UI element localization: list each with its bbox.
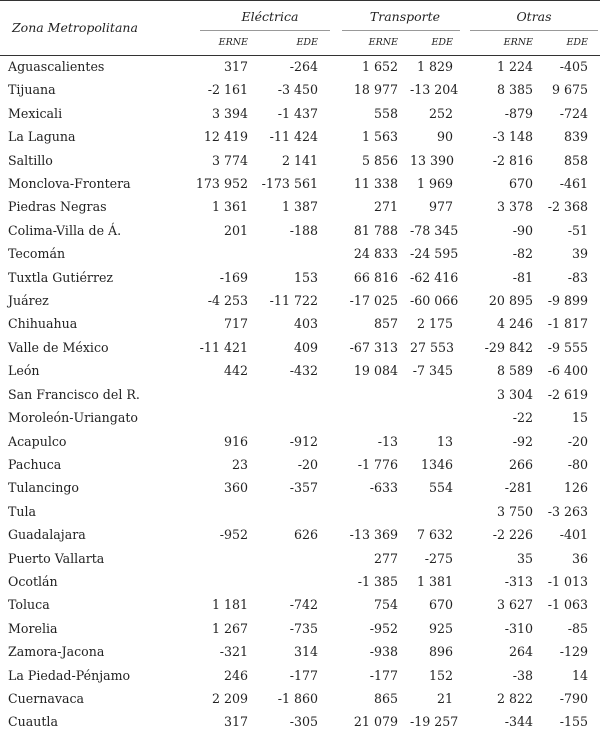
otras-erne-cell: -38 xyxy=(512,667,533,683)
zone-name-cell: Tulancingo xyxy=(8,480,79,496)
otras-erne-cell: -22 xyxy=(512,410,533,426)
otras-erne-cell: -313 xyxy=(504,573,533,589)
group-header-electrica: Eléctrica xyxy=(241,9,299,24)
otras-ede-cell: -20 xyxy=(567,433,588,449)
zone-name-cell: Colima-Villa de Á. xyxy=(8,222,122,238)
zone-name-cell: Moroleón-Uriangato xyxy=(8,410,139,426)
transporte-erne-cell: -177 xyxy=(369,667,398,683)
table-row xyxy=(0,336,600,359)
otras-ede-cell: -9 899 xyxy=(547,293,588,309)
zone-name-cell: Piedras Negras xyxy=(8,199,107,215)
table-row xyxy=(0,242,600,265)
otras-erne-cell: 8 385 xyxy=(496,82,533,98)
table-row xyxy=(0,570,600,593)
otras-ede-cell: -83 xyxy=(567,269,588,285)
transporte-ede-cell xyxy=(410,500,465,523)
table-row xyxy=(0,547,600,570)
table-row xyxy=(0,593,600,616)
transporte-erne-cell: 11 338 xyxy=(353,176,398,192)
electrica-ede-cell xyxy=(260,570,330,593)
electrica-ede-cell: -177 xyxy=(289,667,318,683)
electrica-ede-cell: -1 860 xyxy=(277,690,318,706)
electrica-erne-cell: 173 952 xyxy=(195,176,248,192)
transporte-ede-cell: -78 345 xyxy=(410,222,459,238)
group-underline-otras xyxy=(470,30,598,31)
otras-erne-cell: -281 xyxy=(504,480,533,496)
electrica-erne-cell xyxy=(180,570,260,593)
otras-erne-cell: 35 xyxy=(516,550,533,566)
electrica-ede-cell: -3 450 xyxy=(277,82,318,98)
transporte-ede-cell xyxy=(410,383,465,406)
transporte-erne-cell: 558 xyxy=(373,105,398,121)
zone-name-cell: León xyxy=(8,363,40,379)
electrica-erne-cell: -4 253 xyxy=(207,293,248,309)
electrica-ede-cell xyxy=(260,242,330,265)
transporte-ede-cell: 554 xyxy=(428,480,453,496)
table-row xyxy=(0,266,600,289)
transporte-ede-cell: 152 xyxy=(428,667,453,683)
zone-name-cell: Valle de México xyxy=(8,339,109,355)
transporte-ede-cell: -19 257 xyxy=(410,714,459,730)
electrica-erne-cell xyxy=(180,406,260,429)
zone-name-cell: Monclova-Frontera xyxy=(8,176,131,192)
zone-name-cell: Tijuana xyxy=(8,82,56,98)
electrica-erne-cell: 2 209 xyxy=(211,690,248,706)
otras-erne-cell: 670 xyxy=(508,176,533,192)
transporte-erne-cell: -17 025 xyxy=(349,293,398,309)
otras-ede-cell: -129 xyxy=(559,644,588,660)
transporte-ede-cell: 7 632 xyxy=(416,527,453,543)
table-row xyxy=(0,289,600,312)
zone-name-cell: La Piedad-Pénjamo xyxy=(8,667,131,683)
electrica-ede-cell: -11 424 xyxy=(269,129,318,145)
transporte-erne-cell: -1 776 xyxy=(357,456,398,472)
table-row xyxy=(0,219,600,242)
electrica-erne-cell xyxy=(180,242,260,265)
group-underline-electrica xyxy=(200,30,330,31)
zone-name-cell: San Francisco del R. xyxy=(8,386,140,402)
subheader-ede-otras: EDE xyxy=(566,37,588,48)
transporte-erne-cell: -633 xyxy=(369,480,398,496)
otras-ede-cell: 15 xyxy=(571,410,588,426)
otras-erne-cell: 1 224 xyxy=(496,59,533,74)
transporte-erne-cell: 754 xyxy=(373,597,398,613)
table-body xyxy=(0,55,600,734)
transporte-ede-cell: 1 969 xyxy=(416,176,453,192)
zone-name-cell: Guadalajara xyxy=(8,527,86,543)
electrica-ede-cell xyxy=(260,383,330,406)
transporte-ede-cell: -13 204 xyxy=(410,82,459,98)
transporte-erne-cell xyxy=(330,406,410,429)
transporte-ede-cell: -24 595 xyxy=(410,246,459,262)
otras-ede-cell: 36 xyxy=(571,550,588,566)
transporte-erne-cell: -952 xyxy=(369,620,398,636)
electrica-ede-cell: -357 xyxy=(289,480,318,496)
zone-name-cell: Puerto Vallarta xyxy=(8,550,105,566)
electrica-ede-cell: -735 xyxy=(289,620,318,636)
transporte-ede-cell: 21 xyxy=(436,690,453,706)
transporte-erne-cell: 271 xyxy=(373,199,398,215)
subheader-ede-transporte: EDE xyxy=(431,37,453,48)
table-row xyxy=(0,664,600,687)
electrica-ede-cell: -912 xyxy=(289,433,318,449)
electrica-ede-cell: -432 xyxy=(289,363,318,379)
transporte-erne-cell: 21 079 xyxy=(353,714,398,730)
electrica-erne-cell: 1 181 xyxy=(211,597,248,613)
transporte-ede-cell: 252 xyxy=(428,105,453,121)
electrica-erne-cell: 3 394 xyxy=(211,105,248,121)
table-row xyxy=(0,640,600,663)
transporte-ede-cell: -7 345 xyxy=(412,363,453,379)
zone-name-cell: Cuautla xyxy=(8,714,58,730)
transporte-erne-cell: 865 xyxy=(373,690,398,706)
electrica-ede-cell: 403 xyxy=(293,316,318,332)
transporte-ede-cell: 925 xyxy=(428,620,453,636)
electrica-erne-cell: 201 xyxy=(223,222,248,238)
zone-name-cell: La Laguna xyxy=(8,129,76,145)
transporte-erne-cell: 24 833 xyxy=(353,246,398,262)
electrica-ede-cell: 409 xyxy=(293,339,318,355)
otras-erne-cell: 3 378 xyxy=(496,199,533,215)
electrica-ede-cell: 314 xyxy=(293,644,318,660)
table-row xyxy=(0,523,600,546)
electrica-erne-cell: 3 774 xyxy=(211,152,248,168)
electrica-erne-cell: 317 xyxy=(223,714,248,730)
electrica-ede-cell: -11 722 xyxy=(269,293,318,309)
otras-erne-cell: -879 xyxy=(504,105,533,121)
otras-erne-cell: -92 xyxy=(512,433,533,449)
transporte-erne-cell: 857 xyxy=(373,316,398,332)
group-header-otras: Otras xyxy=(516,9,552,24)
table-row xyxy=(0,172,600,195)
zone-name-cell: Acapulco xyxy=(8,433,67,449)
table-row xyxy=(0,617,600,640)
electrica-erne-cell: 246 xyxy=(223,667,248,683)
otras-ede-cell: 126 xyxy=(563,480,588,496)
table-row xyxy=(0,55,600,78)
table-row xyxy=(0,383,600,406)
electrica-erne-cell: 317 xyxy=(223,59,248,74)
transporte-erne-cell: -13 xyxy=(377,433,398,449)
electrica-ede-cell: -20 xyxy=(297,456,318,472)
table-row xyxy=(0,687,600,710)
transporte-erne-cell: -1 385 xyxy=(357,573,398,589)
data-table xyxy=(0,55,600,734)
otras-ede-cell: -85 xyxy=(567,620,588,636)
transporte-ede-cell: 1 829 xyxy=(416,59,453,74)
electrica-erne-cell: -11 421 xyxy=(199,339,248,355)
otras-ede-cell: -6 400 xyxy=(547,363,588,379)
table-row xyxy=(0,125,600,148)
electrica-erne-cell: 916 xyxy=(223,433,248,449)
zone-name-cell: Toluca xyxy=(8,597,50,613)
electrica-erne-cell xyxy=(180,500,260,523)
table-row xyxy=(0,195,600,218)
zone-name-cell: Ocotlán xyxy=(8,573,58,589)
otras-erne-cell: -81 xyxy=(512,269,533,285)
transporte-ede-cell: -275 xyxy=(424,550,453,566)
electrica-erne-cell: 23 xyxy=(231,456,248,472)
electrica-erne-cell: -169 xyxy=(219,269,248,285)
zone-name-cell: Tecomán xyxy=(8,246,66,262)
otras-ede-cell: -1 817 xyxy=(547,316,588,332)
otras-ede-cell: -80 xyxy=(567,456,588,472)
electrica-ede-cell: -742 xyxy=(289,597,318,613)
otras-ede-cell: -405 xyxy=(559,59,588,74)
electrica-ede-cell xyxy=(260,500,330,523)
transporte-ede-cell xyxy=(410,406,465,429)
electrica-ede-cell: 1 387 xyxy=(281,199,318,215)
transporte-erne-cell: 277 xyxy=(373,550,398,566)
otras-ede-cell: -3 263 xyxy=(547,503,588,519)
otras-erne-cell: -82 xyxy=(512,246,533,262)
transporte-ede-cell: 13 390 xyxy=(410,152,455,168)
electrica-erne-cell: 360 xyxy=(223,480,248,496)
transporte-ede-cell: 977 xyxy=(428,199,453,215)
table-row xyxy=(0,406,600,429)
transporte-ede-cell: -62 416 xyxy=(410,269,459,285)
table-row xyxy=(0,710,600,733)
otras-erne-cell: 266 xyxy=(508,456,533,472)
subheader-erne-otras: ERNE xyxy=(503,37,533,48)
electrica-ede-cell: -305 xyxy=(289,714,318,730)
table-row xyxy=(0,500,600,523)
electrica-erne-cell: 717 xyxy=(223,316,248,332)
transporte-erne-cell: 1 652 xyxy=(361,59,398,74)
otras-ede-cell: -1 013 xyxy=(547,573,588,589)
transporte-ede-cell: 670 xyxy=(428,597,453,613)
electrica-erne-cell xyxy=(180,383,260,406)
otras-erne-cell: 3 627 xyxy=(496,597,533,613)
otras-erne-cell: -2 816 xyxy=(492,152,533,168)
otras-erne-cell: -344 xyxy=(504,714,533,730)
zone-column-header: Zona Metropolitana xyxy=(12,20,138,35)
subheader-ede-electrica: EDE xyxy=(296,37,318,48)
transporte-ede-cell: 13 xyxy=(436,433,453,449)
electrica-ede-cell: 2 141 xyxy=(281,152,318,168)
otras-erne-cell: 264 xyxy=(508,644,533,660)
otras-ede-cell: -155 xyxy=(559,714,588,730)
electrica-ede-cell: -264 xyxy=(289,59,318,74)
transporte-ede-cell: 896 xyxy=(428,644,453,660)
transporte-erne-cell: 66 816 xyxy=(353,269,398,285)
zone-name-cell: Morelia xyxy=(8,620,58,636)
transporte-ede-cell: 1346 xyxy=(420,456,453,472)
otras-ede-cell: 39 xyxy=(571,246,588,262)
table-row xyxy=(0,312,600,335)
transporte-erne-cell xyxy=(330,383,410,406)
transporte-erne-cell: 19 084 xyxy=(353,363,398,379)
zone-name-cell: Pachuca xyxy=(8,456,62,472)
otras-erne-cell: 20 895 xyxy=(488,293,533,309)
zone-name-cell: Juárez xyxy=(8,293,49,309)
otras-ede-cell: -1 063 xyxy=(547,597,588,613)
otras-ede-cell: 9 675 xyxy=(551,82,588,98)
electrica-ede-cell: -1 437 xyxy=(277,105,318,121)
otras-ede-cell: -51 xyxy=(567,222,588,238)
electrica-erne-cell: 1 267 xyxy=(211,620,248,636)
zone-name-cell: Mexicali xyxy=(8,105,63,121)
otras-erne-cell: 4 246 xyxy=(496,316,533,332)
table-row xyxy=(0,102,600,125)
otras-erne-cell: 2 822 xyxy=(496,690,533,706)
transporte-ede-cell: -60 066 xyxy=(410,293,459,309)
electrica-erne-cell: 12 419 xyxy=(203,129,248,145)
zone-name-cell: Chihuahua xyxy=(8,316,78,332)
zone-name-cell: Aguascalientes xyxy=(8,59,105,74)
transporte-erne-cell: 18 977 xyxy=(353,82,398,98)
electrica-ede-cell xyxy=(260,547,330,570)
electrica-erne-cell: -2 161 xyxy=(207,82,248,98)
otras-erne-cell: 8 589 xyxy=(496,363,533,379)
electrica-erne-cell: -321 xyxy=(219,644,248,660)
otras-erne-cell: 3 304 xyxy=(496,386,533,402)
table-row xyxy=(0,453,600,476)
zone-name-cell: Tuxtla Gutiérrez xyxy=(8,269,114,285)
zone-name-cell: Cuernavaca xyxy=(8,690,85,706)
transporte-erne-cell: 5 856 xyxy=(361,152,398,168)
otras-erne-cell: -90 xyxy=(512,222,533,238)
otras-erne-cell: 3 750 xyxy=(496,503,533,519)
table-row xyxy=(0,476,600,499)
otras-ede-cell: 14 xyxy=(571,667,588,683)
subheader-erne-electrica: ERNE xyxy=(218,37,248,48)
electrica-ede-cell xyxy=(260,406,330,429)
electrica-ede-cell: 626 xyxy=(293,527,318,543)
otras-erne-cell: -310 xyxy=(504,620,533,636)
electrica-erne-cell: 1 361 xyxy=(211,199,248,215)
electrica-ede-cell: -188 xyxy=(289,222,318,238)
transporte-ede-cell: 90 xyxy=(436,129,453,145)
transporte-ede-cell: 1 381 xyxy=(416,573,453,589)
table-row xyxy=(0,149,600,172)
transporte-erne-cell: -13 369 xyxy=(349,527,398,543)
electrica-erne-cell xyxy=(180,547,260,570)
transporte-erne-cell: -67 313 xyxy=(349,339,398,355)
otras-ede-cell: -2 368 xyxy=(547,199,588,215)
otras-erne-cell: -29 842 xyxy=(484,339,533,355)
zone-name-cell: Zamora-Jacona xyxy=(8,644,105,660)
otras-ede-cell: -9 555 xyxy=(547,339,588,355)
electrica-ede-cell: -173 561 xyxy=(261,176,318,192)
otras-ede-cell: 839 xyxy=(563,129,588,145)
subheader-erne-transporte: ERNE xyxy=(368,37,398,48)
group-underline-transporte xyxy=(342,30,460,31)
transporte-ede-cell: 2 175 xyxy=(416,316,453,332)
otras-erne-cell: -3 148 xyxy=(492,129,533,145)
transporte-erne-cell: -938 xyxy=(369,644,398,660)
zone-name-cell: Tula xyxy=(8,503,37,519)
transporte-erne-cell: 81 788 xyxy=(353,222,398,238)
electrica-erne-cell: 442 xyxy=(223,363,248,379)
transporte-erne-cell xyxy=(330,500,410,523)
otras-ede-cell: -790 xyxy=(559,690,588,706)
top-rule xyxy=(0,0,600,1)
zone-name-cell: Saltillo xyxy=(8,152,53,168)
otras-ede-cell: -401 xyxy=(559,527,588,543)
table-row xyxy=(0,359,600,382)
otras-erne-cell: -2 226 xyxy=(492,527,533,543)
table-row xyxy=(0,430,600,453)
group-header-transporte: Transporte xyxy=(369,9,441,24)
electrica-erne-cell: -952 xyxy=(219,527,248,543)
otras-ede-cell: -461 xyxy=(559,176,588,192)
otras-ede-cell: -724 xyxy=(559,105,588,121)
otras-ede-cell: 858 xyxy=(563,152,588,168)
transporte-erne-cell: 1 563 xyxy=(361,129,398,145)
electrica-ede-cell: 153 xyxy=(293,269,318,285)
otras-ede-cell: -2 619 xyxy=(547,386,588,402)
transporte-ede-cell: 27 553 xyxy=(410,339,455,355)
table-row xyxy=(0,78,600,101)
